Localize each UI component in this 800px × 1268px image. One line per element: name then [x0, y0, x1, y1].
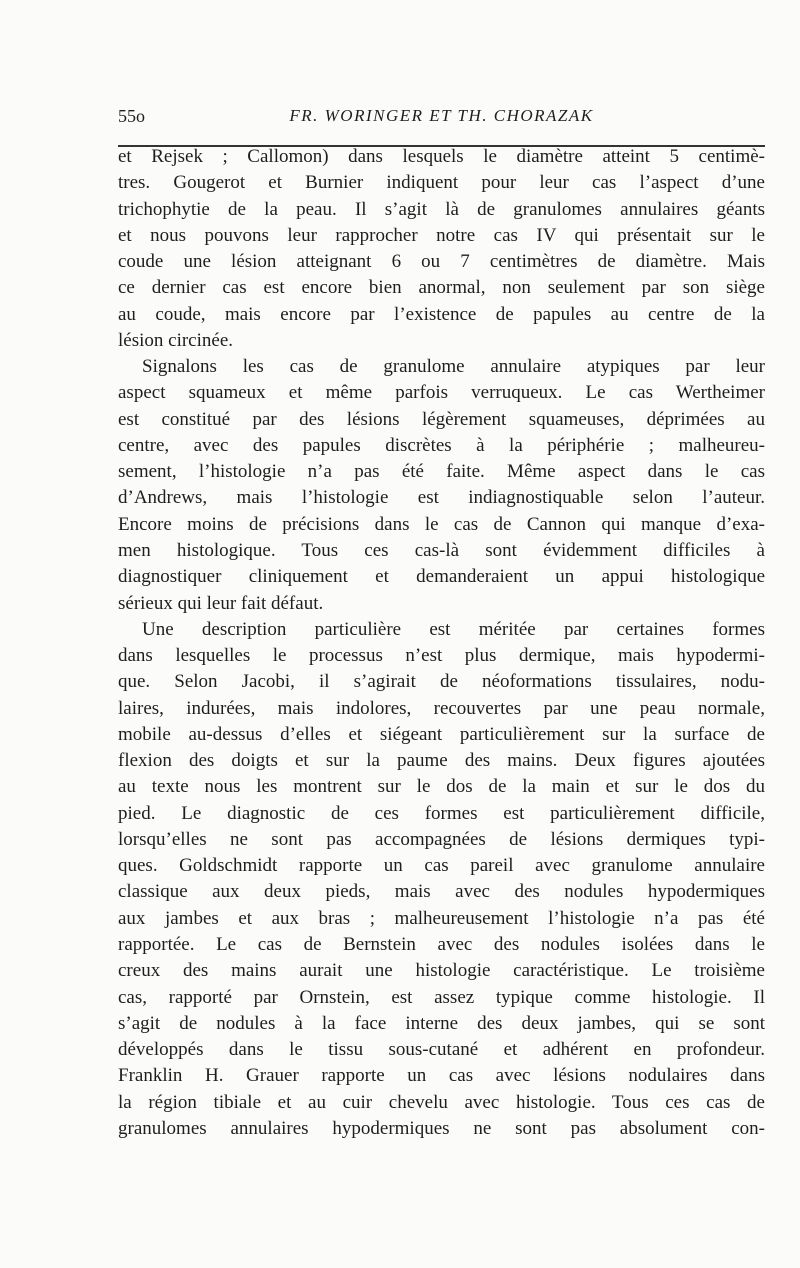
text-line: Encore moins de précisions dans le cas de Cannon qui manque d’exa-: [118, 513, 765, 535]
text-line: trichophytie de la peau. Il s’agit là de granulomes annulaires géants: [118, 198, 765, 220]
text-line: lorsqu’elles ne sont pas accompagnées de lésions dermiques typi-: [118, 828, 765, 850]
text-line: dans lesquelles le processus n’est plus dermique, mais hypodermi-: [118, 645, 765, 667]
text-line: coude une lésion atteignant 6 ou 7 centimètres de diamètre. Mais: [118, 251, 765, 273]
text-line: mobile au-dessus d’elles et siégeant particulièrement sur la surface de: [118, 723, 765, 745]
text-line: est constitué par des lésions légèrement squameuses, déprimées au: [118, 408, 765, 430]
page-number: 55o: [118, 106, 145, 126]
paragraph: [118, 354, 765, 617]
paragraph: [118, 144, 765, 354]
text-line: cas, rapporté par Ornstein, est assez typique comme histologie. Il: [118, 986, 765, 1008]
text-line: Une description particulière est méritée par certaines formes: [142, 618, 765, 640]
text-line: et Rejsek ; Callomon) dans lesquels le diamètre atteint 5 centimè-: [118, 146, 765, 167]
text-line: la région tibiale et au cuir chevelu avec histologie. Tous ces cas de: [118, 1091, 765, 1113]
text-line: ques. Goldschmidt rapporte un cas pareil avec granulome annulaire: [118, 855, 765, 877]
text-line: au coude, mais encore par l’existence de papules au centre de la: [118, 303, 765, 325]
text-line: et nous pouvons leur rapprocher notre cas IV qui présentait sur le: [118, 224, 765, 246]
text-line: d’Andrews, mais l’histologie est indiagnostiquable selon l’auteur.: [118, 487, 765, 509]
body-text: [118, 144, 765, 1142]
text-line: tres. Gougerot et Burnier indiquent pour leur cas l’aspect d’une: [118, 172, 765, 194]
paragraph: [118, 617, 765, 1142]
text-line: s’agit de nodules à la face interne des deux jambes, qui se sont: [118, 1012, 765, 1034]
text-line: men histologique. Tous ces cas-là sont évidemment difficiles à: [118, 539, 765, 561]
text-line: au texte nous les montrent sur le dos de la main et sur le dos du: [118, 776, 765, 798]
text-line: développés dans le tissu sous-cutané et adhérent en profondeur.: [118, 1039, 765, 1061]
running-head: FR. WORINGER ET TH. CHORAZAK: [289, 106, 594, 125]
text-line: creux des mains aurait une histologie caractéristique. Le troisième: [118, 960, 765, 982]
text-line: flexion des doigts et sur la paume des mains. Deux figures ajoutées: [118, 750, 765, 772]
text-line: Franklin H. Grauer rapporte un cas avec lésions nodulaires dans: [118, 1065, 765, 1087]
text-line: aux jambes et aux bras ; malheureusement l’histologie n’a pas été: [118, 907, 765, 929]
text-line: ce dernier cas est encore bien anormal, non seulement par son siège: [118, 277, 765, 299]
text-line: que. Selon Jacobi, il s’agirait de néoformations tissulaires, nodu-: [118, 671, 765, 693]
text-line: lésion circinée.: [118, 329, 234, 351]
text-line: classique aux deux pieds, mais avec des nodules hypodermiques: [118, 881, 765, 903]
text-line: diagnostiquer cliniquement et demanderaient un appui histologique: [118, 566, 765, 588]
text-line: sérieux qui leur fait défaut.: [118, 592, 324, 614]
text-line: centre, avec des papules discrètes à la périphérie ; malheureu-: [118, 434, 765, 456]
text-line: granulomes annulaires hypodermiques ne sont pas absolument con-: [118, 1117, 765, 1139]
text-line: rapportée. Le cas de Bernstein avec des nodules isolées dans le: [118, 933, 765, 955]
text-line: Signalons les cas de granulome annulaire atypiques par leur: [142, 356, 765, 378]
text-line: sement, l’histologie n’a pas été faite. Même aspect dans le cas: [118, 461, 765, 483]
page-header: [118, 106, 765, 136]
text-line: aspect squameux et même parfois verruqueux. Le cas Wertheimer: [118, 382, 765, 404]
text-line: laires, indurées, mais indolores, recouvertes par une peau normale,: [118, 697, 765, 719]
text-line: pied. Le diagnostic de ces formes est particulièrement difficile,: [118, 802, 765, 824]
